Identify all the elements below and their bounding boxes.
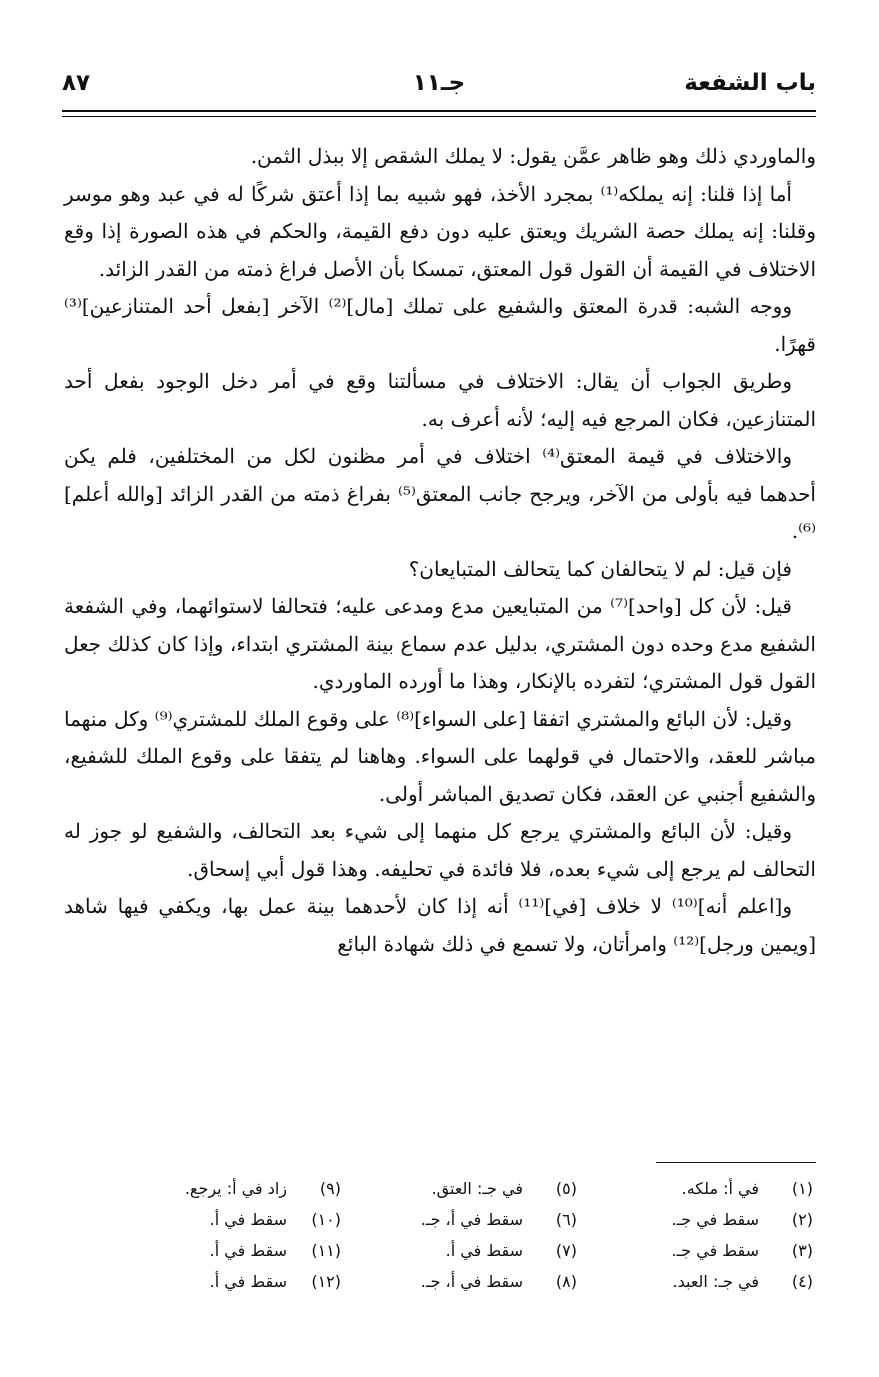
footnote-item bbox=[577, 1235, 813, 1266]
footnote-text: سقط في أ، جـ. bbox=[420, 1210, 523, 1229]
footnote-text: زاد في أ: يرجع. bbox=[184, 1179, 287, 1198]
running-header bbox=[62, 70, 816, 106]
footnote-number: (٦) bbox=[555, 1210, 577, 1229]
volume-number: جـ١١ bbox=[412, 70, 466, 96]
footnote-item bbox=[577, 1173, 813, 1204]
footnote-number: (٤) bbox=[791, 1272, 813, 1291]
paragraph: قيل: لأن كل [واحد]⁽⁷⁾ من المتبايعين مدع ومدعى عليه؛ فتحالفا لاستوائهما، وفي الشفعة الشفيع مدع وحده دون المشتري، بدليل عدم سماع بينة المشتري ابتداء، وإذا كان كذلك جعل القول قول المشتري؛ لتفرده بالإنكار، وهذا ما أورده الماوردي. bbox=[64, 594, 816, 693]
paragraph: و[اعلم أنه]⁽¹⁰⁾ لا خلاف [في]⁽¹¹⁾ أنه إذا كان لأحدهما بينة عمل بها، ويكفي فيها شاهد [ويمين ورجل]⁽¹²⁾ وامرأتان، ولا تسمع في ذلك شهادة البائع bbox=[64, 894, 816, 956]
footnote-number: (٧) bbox=[555, 1241, 577, 1260]
footnote-item bbox=[105, 1266, 341, 1297]
footnote-number: (٥) bbox=[555, 1179, 577, 1198]
footnote-item bbox=[105, 1173, 341, 1204]
footnote-text: في جـ: العبد. bbox=[672, 1272, 759, 1291]
footnote-item bbox=[105, 1235, 341, 1266]
footnote-item bbox=[341, 1204, 577, 1235]
footnote-separator bbox=[656, 1162, 816, 1163]
footnote-number: (٩) bbox=[319, 1179, 341, 1198]
footnote-text: سقط في جـ. bbox=[671, 1210, 759, 1229]
paragraph: وقيل: لأن البائع والمشتري يرجع كل منهما إلى شيء بعد التحالف، والشفيع لو جوز له التحالف لم يرجع إلى شيء بعده، فلا فائدة في تحليفه. وهذا قول أبي إسحاق. bbox=[64, 819, 816, 881]
footnote-number: (٣) bbox=[791, 1241, 813, 1260]
footnote-text: في جـ: العتق. bbox=[431, 1179, 523, 1198]
body-text bbox=[64, 138, 816, 963]
paragraph: والاختلاف في قيمة المعتق⁽⁴⁾ اختلاف في أمر مظنون لكل من المختلفين، فلم يكن أحدهما فيه بأولى من الآخر، ويرجح جانب المعتق⁽⁵⁾ بفراغ ذمته من القدر الزائد [والله أعلم]⁽⁶⁾. bbox=[64, 444, 816, 543]
footnote-number: (١٠) bbox=[311, 1210, 341, 1229]
header-rule-thick bbox=[62, 110, 816, 112]
footnote-text: سقط في جـ. bbox=[671, 1241, 759, 1260]
footnote-text: سقط في أ، جـ. bbox=[420, 1272, 523, 1291]
footnotes bbox=[105, 1173, 813, 1297]
chapter-title: باب الشفعة bbox=[684, 70, 816, 96]
paragraph: وقيل: لأن البائع والمشتري اتفقا [على السواء]⁽⁸⁾ على وقوع الملك للمشتري⁽⁹⁾ وكل منهما مباشر للعقد، والاحتمال في قولهما على السواء. وهاهنا لم يتفقا على وقوع الملك للشفيع، والشفيع أجنبي عن العقد، فكان تصديق المباشر أولى. bbox=[64, 706, 816, 806]
footnote-number: (٨) bbox=[555, 1272, 577, 1291]
footnote-number: (١٢) bbox=[311, 1272, 341, 1291]
page-number: ٨٧ bbox=[62, 70, 91, 96]
footnote-number: (١) bbox=[791, 1179, 813, 1198]
footnote-item bbox=[577, 1266, 813, 1297]
paragraph: فإن قيل: لم لا يتحالفان كما يتحالف المتبايعان؟ bbox=[408, 556, 792, 581]
footnote-item bbox=[577, 1204, 813, 1235]
paragraph: ووجه الشبه: قدرة المعتق والشفيع على تملك [مال]⁽²⁾ الآخر [بفعل أحد المتنازعين]⁽³⁾ قهرًا. bbox=[64, 294, 816, 356]
footnote-text: سقط في أ. bbox=[209, 1210, 287, 1229]
footnote-text: في أ: ملكه. bbox=[681, 1179, 759, 1198]
footnote-number: (١١) bbox=[311, 1241, 341, 1260]
footnote-item bbox=[341, 1173, 577, 1204]
footnote-item bbox=[341, 1235, 577, 1266]
footnote-item bbox=[105, 1204, 341, 1235]
footnote-item bbox=[341, 1266, 577, 1297]
footnote-number: (٢) bbox=[791, 1210, 813, 1229]
paragraph: أما إذا قلنا: إنه يملكه⁽¹⁾ بمجرد الأخذ، فهو شبيه بما إذا أعتق شركًا له في عبد وهو موسر وقلنا: إنه يملك حصة الشريك ويعتق عليه دون دفع القيمة، والحكم في هذه الصورة إذا وقع الاختلاف في القيمة أن القول قول المعتق، تمسكا بأن الأصل فراغ ذمته من القدر الزائد. bbox=[64, 181, 816, 281]
paragraph: وطريق الجواب أن يقال: الاختلاف في مسألتنا وقع في أمر دخل الوجود بفعل أحد المتنازعين، فكان المرجع فيه إليه؛ لأنه أعرف به. bbox=[64, 369, 816, 431]
footnote-text: سقط في أ. bbox=[209, 1241, 287, 1260]
header-rule-thin bbox=[62, 116, 816, 117]
paragraph: والماوردي ذلك وهو ظاهر عمَّن يقول: لا يملك الشقص إلا ببذل الثمن. bbox=[250, 144, 816, 168]
footnote-text: سقط في أ. bbox=[209, 1272, 287, 1291]
footnote-text: سقط في أ. bbox=[445, 1241, 523, 1260]
